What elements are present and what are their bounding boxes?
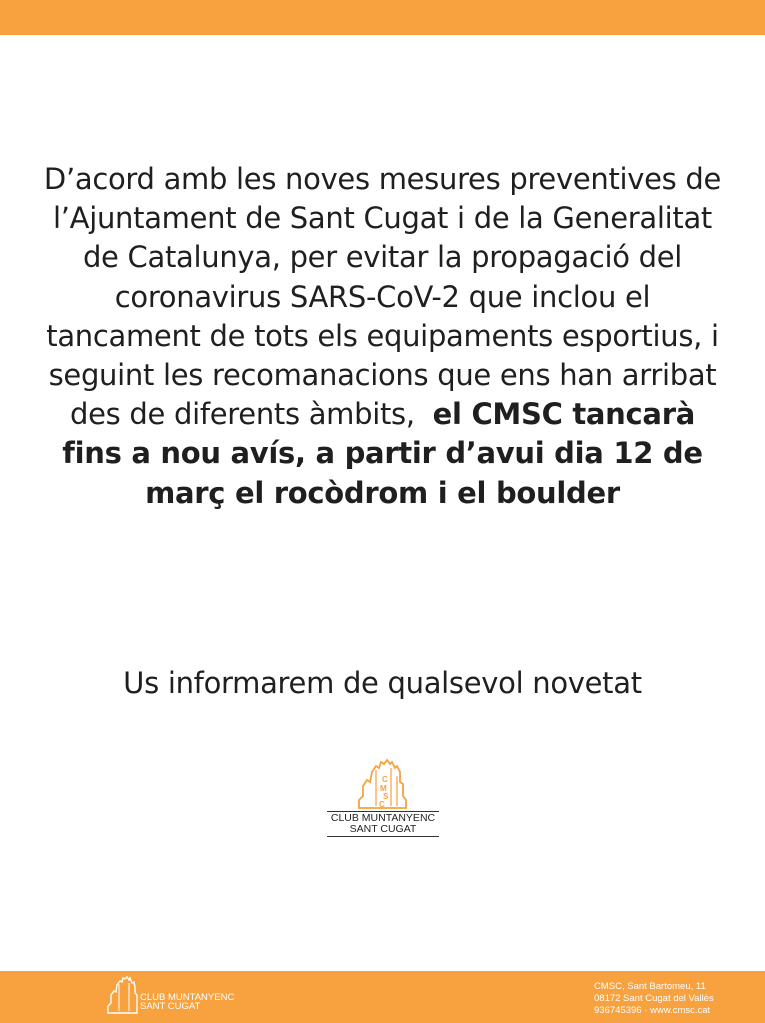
- monogram-letter-2: M: [380, 784, 387, 793]
- cmsc-logo: [327, 758, 439, 838]
- info-text: Us informarem de qualsevol novetat: [123, 666, 642, 700]
- footer-logo: [105, 975, 235, 1017]
- footer-logo-text: [140, 993, 234, 1011]
- top-orange-bar: [0, 0, 765, 35]
- notice-text: [40, 160, 725, 513]
- mountain-icon: [353, 758, 413, 810]
- notice-bold-text: el CMSC tancarà fins a nou avís, a partir d’avui dia 12 de març el rocòdrom i el boulder: [62, 397, 703, 510]
- footer-address: [594, 981, 754, 1017]
- monogram-letter-4: C: [379, 800, 385, 809]
- footer-mountain-icon: [105, 975, 139, 1015]
- monogram-letter-1: C: [382, 775, 388, 784]
- address-line-1: CMSC, Sant Bartomeu, 11: [594, 981, 706, 992]
- logo-rule-bottom: [327, 836, 439, 837]
- logo-line-2: SANT CUGAT: [349, 823, 417, 835]
- address-line-3: 936745396 · www.cmsc.cat: [594, 1005, 711, 1016]
- notice-normal-text: D’acord amb les noves mesures preventives de l’Ajuntament de Sant Cugat i de la Generalitat de Catalunya, per evitar la propagació del coronavirus SARS-CoV-2 que inclou el tancament de tots els equipaments esportius, i seguint les recomanacions que ens han arribat des de diferents àmbits,: [43, 162, 722, 432]
- logo-line-1: CLUB MUNTANYENC: [330, 812, 436, 824]
- monogram-letter-3: S: [383, 792, 389, 801]
- footer-logo-line-2: SANT CUGAT: [140, 1001, 201, 1012]
- footer-logo-line-1: CLUB MUNTANYENC: [140, 992, 235, 1003]
- address-line-2: 08172 Sant Cugat del Vallès: [594, 993, 714, 1004]
